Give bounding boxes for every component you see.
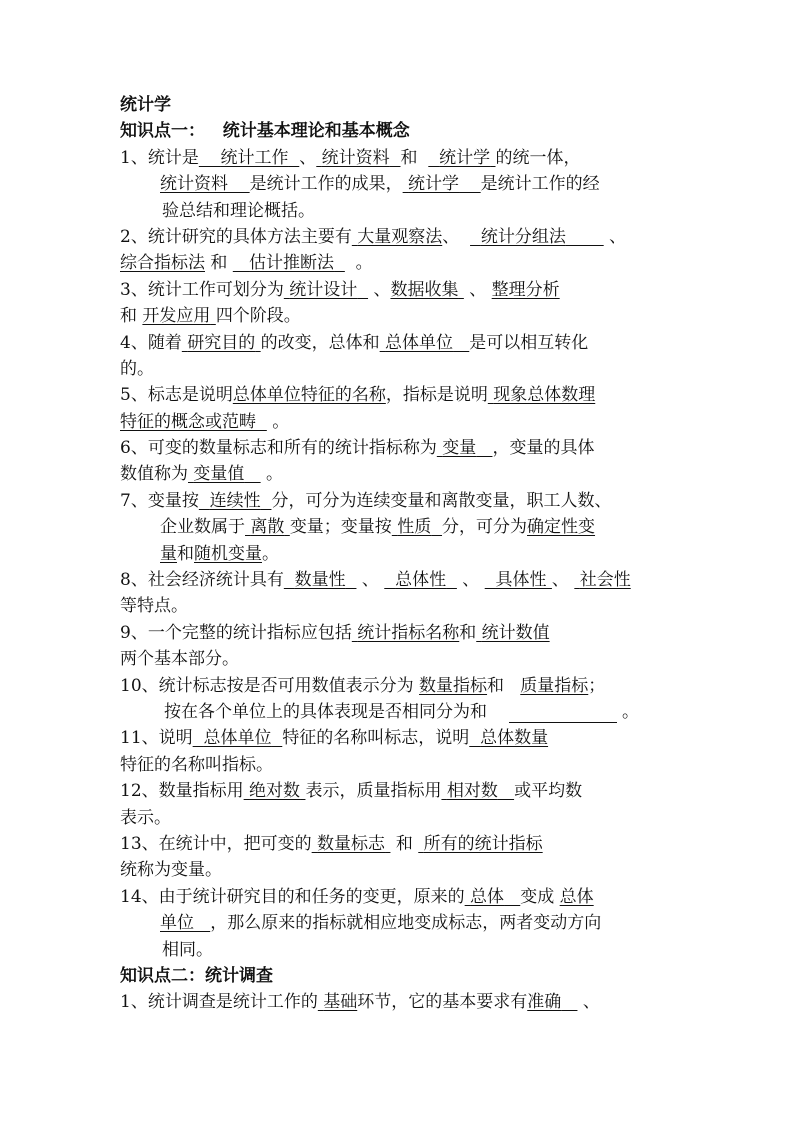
answer-text: 所有的统计指标 <box>423 833 543 854</box>
item-text: 8、社会经济统计具有 <box>120 570 284 591</box>
item-text: 2、统计研究的具体方法主要有 <box>120 226 352 247</box>
item-14-line-2 <box>120 910 685 936</box>
answer-blank <box>199 491 272 511</box>
item-1-line-3: 验总结和理论概括。 <box>162 200 315 221</box>
answer-blank <box>160 544 177 564</box>
answer-text: 研究目的 <box>187 332 256 353</box>
answer-text: 开发应用 <box>142 306 211 327</box>
answer-text: 现象总体数理 <box>493 385 596 406</box>
item-text: 3、统计工作可划分为 <box>120 279 284 300</box>
answer-blank <box>476 623 549 643</box>
item-text: 分，可分为 <box>442 517 528 538</box>
section-heading-text: 统计基本理论和基本概念 <box>222 121 410 142</box>
item-9-line-2: 两个基本部分。 <box>120 649 239 670</box>
item-5-line-1 <box>120 382 685 408</box>
answer-text: 具体性 <box>495 570 547 591</box>
answer-blank <box>527 517 595 537</box>
answer-text: 量 <box>160 543 177 564</box>
item-3-line-2 <box>120 303 685 329</box>
answer-text: 统计分组法 <box>480 226 566 247</box>
answer-text: 离散 <box>250 517 285 538</box>
answer-blank <box>492 280 560 300</box>
answer-blank <box>160 174 250 194</box>
item-1-line-2 <box>120 171 685 197</box>
answer-text: 综合指标法 <box>120 253 205 274</box>
answer-text: 相对数 <box>446 781 498 802</box>
item-7-line-3 <box>120 541 685 567</box>
item-text: 12、数量指标用 <box>120 781 244 802</box>
item-text: 按在各个单位上的具体表现是否相同分为和 <box>164 701 487 722</box>
item-6-line-2 <box>120 461 685 487</box>
answer-blank <box>428 148 495 168</box>
item-text: 的统一体， <box>495 147 581 168</box>
item-text: ，指标是说明 <box>385 385 488 406</box>
answer-text: 特征的概念或范畴 <box>120 411 256 432</box>
item-text: 、 <box>462 570 480 591</box>
answer-text: 准确 <box>527 992 562 1013</box>
answer-text: 整理分析 <box>491 279 560 300</box>
answer-blank <box>312 834 391 854</box>
item-1-line-1 <box>120 145 685 171</box>
item-4-line-2: 的。 <box>120 358 154 379</box>
item-text: 是统计工作的经 <box>480 174 600 195</box>
answer-text: 统计资料 <box>321 147 390 168</box>
item-12-line-2: 表示。 <box>120 807 171 828</box>
answer-blank <box>380 333 470 353</box>
item-text: 是统计工作的成果， <box>249 174 403 195</box>
item-14-line-1 <box>120 884 685 910</box>
answer-blank <box>418 834 542 854</box>
answer-blank <box>419 676 487 696</box>
answer-text: 统计数值 <box>481 622 550 643</box>
item-13-line-2: 统称为变量。 <box>120 860 222 881</box>
answer-blank <box>199 148 299 168</box>
section-heading-1 <box>120 118 685 144</box>
answer-text: 总体单位特征的名称 <box>232 385 386 406</box>
answer-blank <box>527 992 577 1012</box>
answer-blank <box>160 913 210 933</box>
answer-text: 总体单位 <box>385 332 454 353</box>
s2-item-1-line-1 <box>120 989 685 1015</box>
item-text: 数值称为 <box>120 464 188 485</box>
item-4-line-1 <box>120 330 685 356</box>
answer-text: 总体 <box>559 886 594 907</box>
item-text: 和 <box>177 543 194 564</box>
answer-text: 基础 <box>323 992 358 1013</box>
item-text: 和 <box>400 147 418 168</box>
answer-blank <box>384 570 457 590</box>
item-text: 。 <box>272 411 290 432</box>
item-11-line-2: 特征的名称叫指标。 <box>120 754 273 775</box>
answer-text: 统计指标名称 <box>357 622 460 643</box>
answer-text: 总体 <box>470 886 505 907</box>
item-text: 和 <box>459 622 477 643</box>
answer-text: 数量性 <box>294 570 346 591</box>
item-7-line-2 <box>120 514 685 540</box>
item-text: 4、随着 <box>120 332 182 353</box>
item-text: 、 <box>299 147 317 168</box>
item-text: 和 <box>395 833 413 854</box>
item-text: 。 <box>262 543 279 564</box>
document-title: 统计学 <box>120 95 171 115</box>
answer-text: 数量指标 <box>419 675 488 696</box>
item-text: ，变量的具体 <box>492 438 595 459</box>
answer-blank <box>437 438 493 458</box>
section-heading-prefix: 知识点一： <box>120 121 205 142</box>
answer-text: 总体单位 <box>203 728 272 749</box>
answer-blank <box>352 623 459 643</box>
item-text: 和 <box>487 675 505 696</box>
answer-blank <box>120 253 205 273</box>
answer-text: 统计工作 <box>220 147 289 168</box>
item-text: 表示，质量指标用 <box>305 781 442 802</box>
answer-blank <box>465 887 521 907</box>
item-text: 11、说明 <box>120 728 193 749</box>
item-text: 、 <box>582 992 600 1013</box>
answer-text: 统计资料 <box>160 174 228 195</box>
item-text: 1、统计是 <box>120 147 199 168</box>
answer-text: 数据收集 <box>390 279 459 300</box>
answer-text: 估计推断法 <box>249 253 335 274</box>
item-text: 特征的名称叫标志，说明 <box>282 728 470 749</box>
item-text: 环节，它的基本要求有 <box>357 992 528 1013</box>
answer-blank <box>233 253 345 273</box>
answer-blank <box>120 412 267 432</box>
answer-blank <box>233 385 386 405</box>
answer-blank <box>142 306 215 326</box>
answer-blank <box>470 227 604 247</box>
item-text: 是可以相互转化 <box>469 332 589 353</box>
item-text: 13、在统计中，把可变的 <box>120 833 312 854</box>
item-text: 7、变量按 <box>120 490 199 511</box>
item-text: 分，可分为连续变量和离散变量，职工人数、 <box>271 490 612 511</box>
answer-blank <box>284 570 357 590</box>
answer-blank <box>193 728 283 748</box>
item-text: 。 <box>355 253 373 274</box>
answer-blank <box>284 280 368 300</box>
answer-blank <box>244 781 306 801</box>
item-9-line-1 <box>120 620 685 646</box>
section-heading-2: 知识点二：统计调查 <box>120 965 273 986</box>
item-11-line-1 <box>120 725 685 751</box>
answer-text: 确定性变 <box>527 517 596 538</box>
answer-blank <box>469 728 548 748</box>
item-7-line-1 <box>120 488 685 514</box>
answer-text: 统计设计 <box>289 279 358 300</box>
answer-text: 随机变量 <box>194 543 262 564</box>
answer-text: 绝对数 <box>249 781 301 802</box>
item-2-line-1 <box>120 224 685 250</box>
answer-blank <box>520 676 588 696</box>
answer-blank <box>392 517 442 537</box>
answer-blank <box>574 570 630 590</box>
item-text: 和 <box>120 306 137 327</box>
item-text: 、 <box>469 279 487 300</box>
item-12-line-1 <box>120 778 685 804</box>
answer-blank <box>188 464 261 484</box>
item-13-line-1 <box>120 831 685 857</box>
empty-answer-blank <box>509 703 617 723</box>
item-text: ； <box>588 675 606 696</box>
item-text: 、 <box>373 279 391 300</box>
item-6-line-1 <box>120 435 685 461</box>
answer-blank <box>485 570 552 590</box>
item-text: 、 <box>551 570 569 591</box>
item-5-line-2 <box>120 409 685 435</box>
item-text: 变量；变量按 <box>289 517 392 538</box>
item-text: 和 <box>210 253 228 274</box>
item-8-line-2: 等特点。 <box>120 596 188 617</box>
item-text: 企业数属于 <box>160 517 245 538</box>
item-10-line-2 <box>120 699 685 725</box>
item-text: 14、由于统计研究目的和任务的变更，原来的 <box>120 886 465 907</box>
answer-blank <box>316 148 400 168</box>
answer-text: 社会性 <box>579 570 631 591</box>
document-page <box>120 92 685 1016</box>
answer-blank <box>390 280 463 300</box>
answer-blank <box>403 174 481 194</box>
item-2-line-2 <box>120 250 685 276</box>
answer-text: 性质 <box>397 517 432 538</box>
answer-blank <box>245 517 290 537</box>
item-text: 、 <box>442 226 460 247</box>
item-text: 、 <box>609 226 627 247</box>
answer-text: 变量 <box>442 438 477 459</box>
item-text: 、 <box>361 570 379 591</box>
answer-text: 变量值 <box>193 464 245 485</box>
answer-text: 总体性 <box>395 570 447 591</box>
item-text: 9、一个完整的统计指标应包括 <box>120 622 352 643</box>
item-8-line-1 <box>120 567 685 593</box>
item-14-line-3: 相同。 <box>162 939 213 960</box>
answer-text: 连续性 <box>209 490 261 511</box>
item-text: 10、统计标志按是否可用数值表示分为 <box>120 675 414 696</box>
answer-text: 质量指标 <box>520 675 589 696</box>
answer-blank <box>560 887 594 907</box>
answer-text: 总体数量 <box>480 728 549 749</box>
item-text: 变成 <box>520 886 555 907</box>
item-text: 。 <box>266 464 284 485</box>
answer-text: 数量标志 <box>317 833 386 854</box>
answer-text: 单位 <box>160 913 194 934</box>
answer-blank <box>352 227 442 247</box>
answer-blank <box>318 992 357 1012</box>
item-text: 的改变，总体和 <box>260 332 380 353</box>
answer-blank <box>441 781 514 801</box>
answer-text: 大量观察法 <box>357 226 443 247</box>
answer-blank <box>488 385 595 405</box>
item-text: 5、标志是说明 <box>120 385 233 406</box>
answer-blank <box>182 333 261 353</box>
answer-text: 统计学 <box>439 147 491 168</box>
item-text: 1、统计调查是统计工作的 <box>120 992 318 1013</box>
answer-text: 统计学 <box>408 174 460 195</box>
item-text: 四个阶段。 <box>215 306 301 327</box>
item-3-line-1 <box>120 277 685 303</box>
item-text: 6、可变的数量标志和所有的统计指标称为 <box>120 438 437 459</box>
item-text: 或平均数 <box>514 781 583 802</box>
item-text: ，那么原来的指标就相应地变成标志，两者变动方向 <box>210 913 602 934</box>
answer-blank <box>194 544 262 564</box>
item-10-line-1 <box>120 673 685 699</box>
item-text: 。 <box>622 701 640 722</box>
